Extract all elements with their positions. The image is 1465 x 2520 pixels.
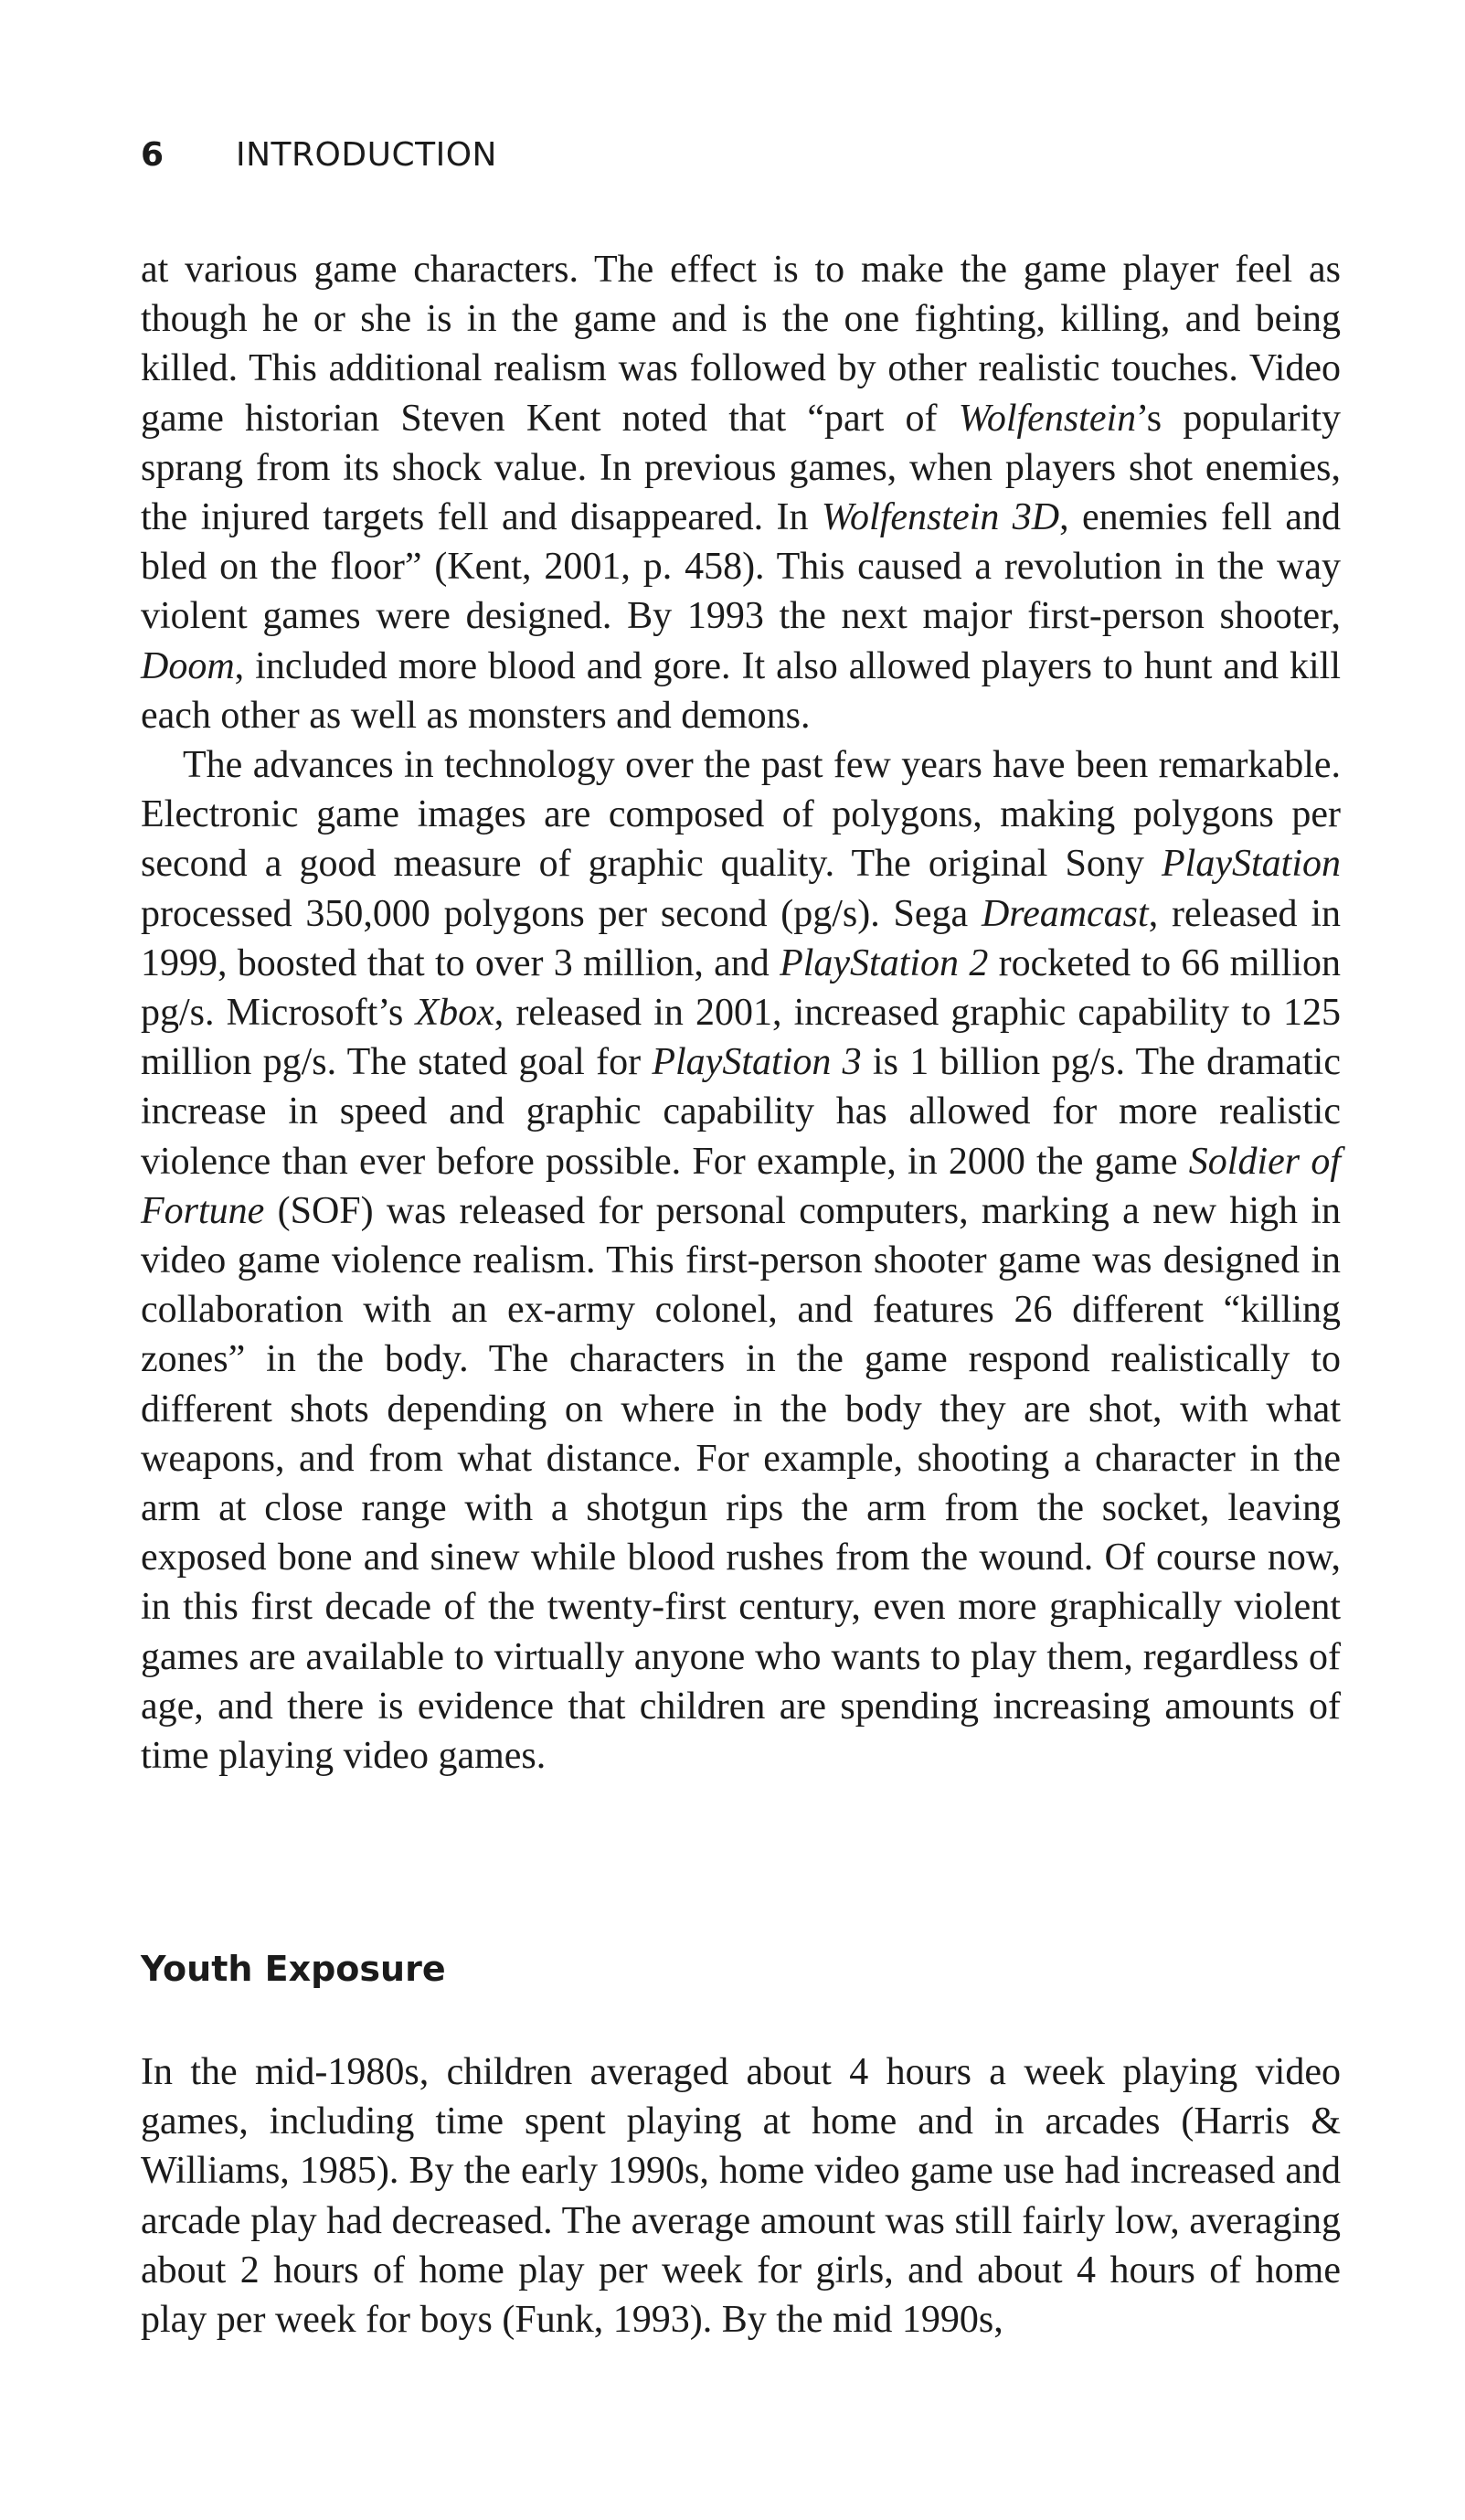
game-title: Wolfenstein 3D bbox=[821, 496, 1060, 539]
text-run: , enemies fell and bled on the floor” (Kent, 2001, p. 458). This caused a revolution in the way violent games were designed. By 1993 the next major first-person shooter, bbox=[141, 496, 1342, 638]
text-run: , released in 1999, boosted that to over 3 million, and bbox=[141, 892, 1341, 984]
console-name: PlayStation 3 bbox=[652, 1041, 862, 1084]
text-run: The advances in technology over the past few years have been remarkable. Electronic game images are composed of polygons, making polygons per second a good measure of graphic quality. The original Sony bbox=[141, 744, 1341, 886]
console-name: PlayStation bbox=[1162, 843, 1341, 886]
game-title: Soldier of Fortune bbox=[141, 1140, 1341, 1232]
game-title: Wolfenstein bbox=[958, 397, 1137, 440]
text-run: at various game characters. The effect is to make the game player feel as though he or she is in the game and is the one fighting, killing, and being killed. This additional realism was followed by other realistic touches. Video game historian Steven Kent noted that “part of bbox=[141, 249, 1341, 440]
text-run: , released in 2001, increased graphic capability to 125 million pg/s. The stated goal for bbox=[141, 992, 1342, 1084]
text-run: (SOF) was released for personal computers, marking a new high in video game violence realism. This first-person shooter game was designed in collaboration with an ex-army colonel, and features 26 different “killing zones” in the body. The characters in the game respond realistically to different shots depending on where in the body they are shot, with what weapons, and from what distance. For example, shooting a character in the arm at close range with a shotgun rips the arm from the socket, leaving exposed bone and sinew while blood rushes from the wound. Of course now, in this first decade of the twenty-first century, even more graphically violent games are available to virtually anyone who wants to play them, regardless of age, and there is evidence that children are spending increasing amounts of time playing video games. bbox=[141, 1189, 1341, 1778]
console-name: Xbox bbox=[415, 992, 494, 1035]
game-title: Doom bbox=[141, 644, 235, 687]
section-heading: Youth Exposure bbox=[141, 1949, 446, 1989]
text-run: processed 350,000 polygons per second (pg/s). Sega bbox=[141, 892, 982, 935]
text-run: , included more blood and gore. It also allowed players to hunt and kill each other as well as monsters and demons. bbox=[141, 644, 1341, 737]
body-paragraph bbox=[141, 740, 1341, 1781]
text-run: is 1 billion pg/s. The dramatic increase in speed and graphic capability has allowed for more realistic violence than ever before possible. For example, in 2000 the game bbox=[141, 1041, 1341, 1183]
text-run: In the mid-1980s, children averaged about 4 hours a week playing video games, including time spent playing at home and in arcades (Harris & Williams, 1985). By the early 1990s, home video game use had increased and arcade play had decreased. The average amount was still fairly low, averaging about 2 hours of home play per week for girls, and about 4 hours of home play per week for boys (Funk, 1993). By the mid 1990s, bbox=[141, 2051, 1341, 2342]
page-number: 6 bbox=[141, 136, 165, 174]
running-head bbox=[141, 135, 497, 175]
console-name: PlayStation 2 bbox=[780, 941, 989, 984]
section-title: INTRODUCTION bbox=[236, 136, 497, 174]
body-paragraph bbox=[141, 245, 1341, 740]
text-run: ’s popularity sprang from its shock value. In previous games, when players shot enemies, the injured targets fell and disappeared. In bbox=[141, 397, 1341, 539]
body-paragraph bbox=[141, 2047, 1341, 2345]
console-name: Dreamcast bbox=[981, 892, 1149, 935]
text-run: rocketed to 66 million pg/s. Microsoft’s bbox=[141, 941, 1341, 1035]
